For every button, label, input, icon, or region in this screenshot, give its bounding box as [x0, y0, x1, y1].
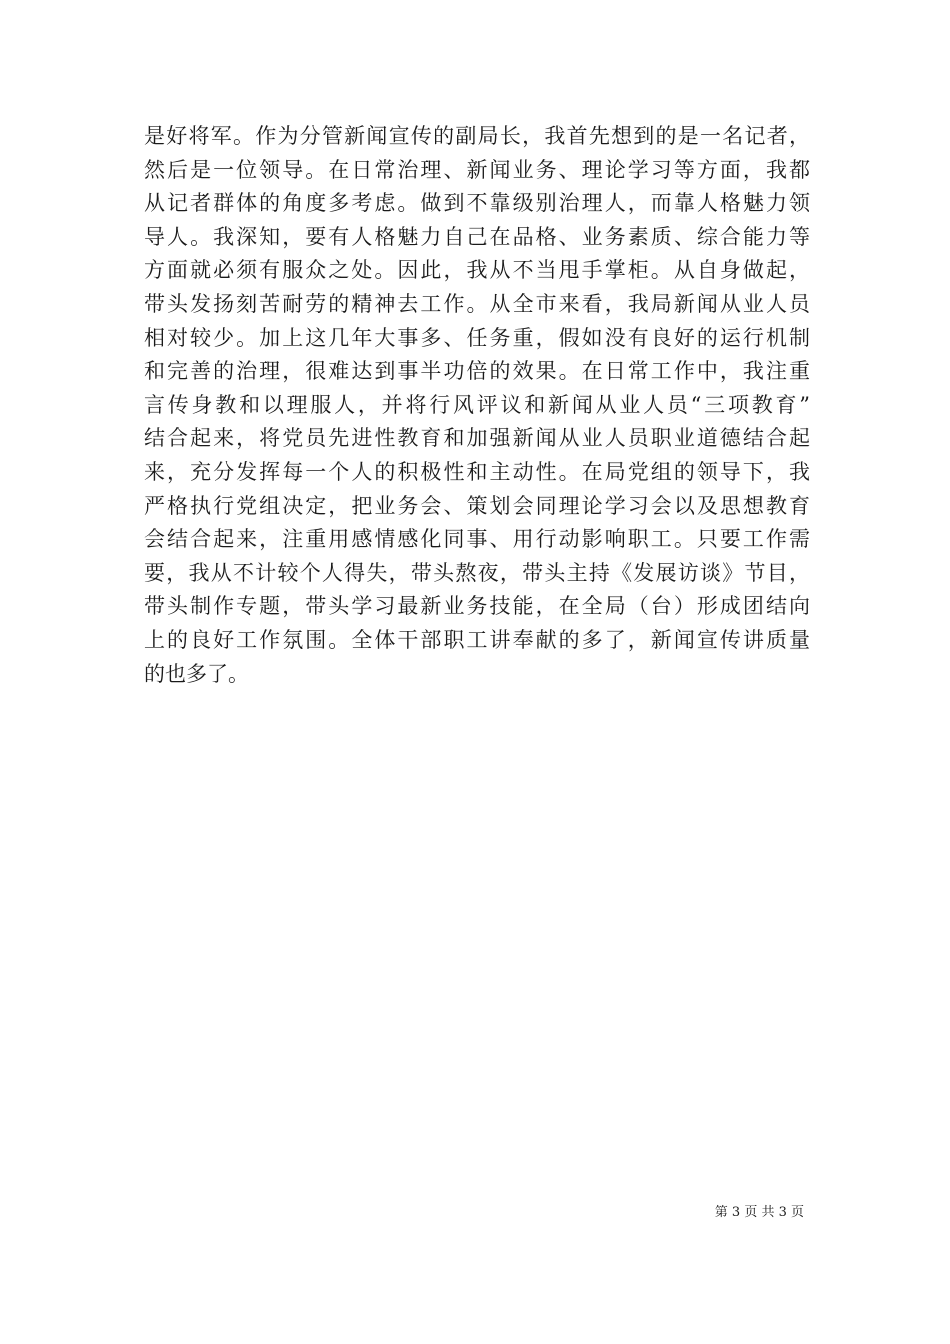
text-line: 上的良好工作氛围。全体干部职工讲奉献的多了，新闻宣传讲质量 — [144, 627, 810, 652]
text-line: 和完善的治理，很难达到事半功倍的效果。在日常工作中，我注重 — [144, 359, 810, 384]
text-line: 结合起来，将党员先进性教育和加强新闻从业人员职业道德结合起 — [144, 426, 810, 451]
text-line: 来，充分发挥每一个人的积极性和主动性。在局党组的领导下，我 — [144, 459, 810, 484]
page-number: 第 3 页 共 3 页 — [714, 1205, 804, 1220]
text-line: 从记者群体的角度多考虑。做到不靠级别治理人，而靠人格魅力领 — [144, 191, 810, 216]
body-paragraph — [144, 120, 810, 691]
text-line: 严格执行党组决定，把业务会、策划会同理论学习会以及思想教育 — [144, 493, 810, 518]
text-line: 的也多了。 — [144, 661, 249, 686]
text-line: 导人。我深知，要有人格魅力自己在品格、业务素质、综合能力等 — [144, 224, 810, 249]
text-line: 带头制作专题，带头学习最新业务技能，在全局（台）形成团结向 — [144, 594, 810, 619]
text-line: 要，我从不计较个人得失，带头熬夜，带头主持《发展访谈》节目， — [144, 560, 810, 585]
text-line: 言传身教和以理服人，并将行风评议和新闻从业人员“三项教育” — [144, 392, 810, 417]
text-line: 相对较少。加上这几年大事多、任务重，假如没有良好的运行机制 — [144, 325, 810, 350]
text-line: 带头发扬刻苦耐劳的精神去工作。从全市来看，我局新闻从业人员 — [144, 291, 810, 316]
text-line: 方面就必须有服众之处。因此，我从不当甩手掌柜。从自身做起， — [144, 258, 810, 283]
text-line: 是好将军。作为分管新闻宣传的副局长，我首先想到的是一名记者， — [144, 124, 810, 148]
text-line: 会结合起来，注重用感情感化同事、用行动影响职工。只要工作需 — [144, 527, 810, 552]
text-line: 然后是一位领导。在日常治理、新闻业务、理论学习等方面，我都 — [144, 157, 810, 182]
